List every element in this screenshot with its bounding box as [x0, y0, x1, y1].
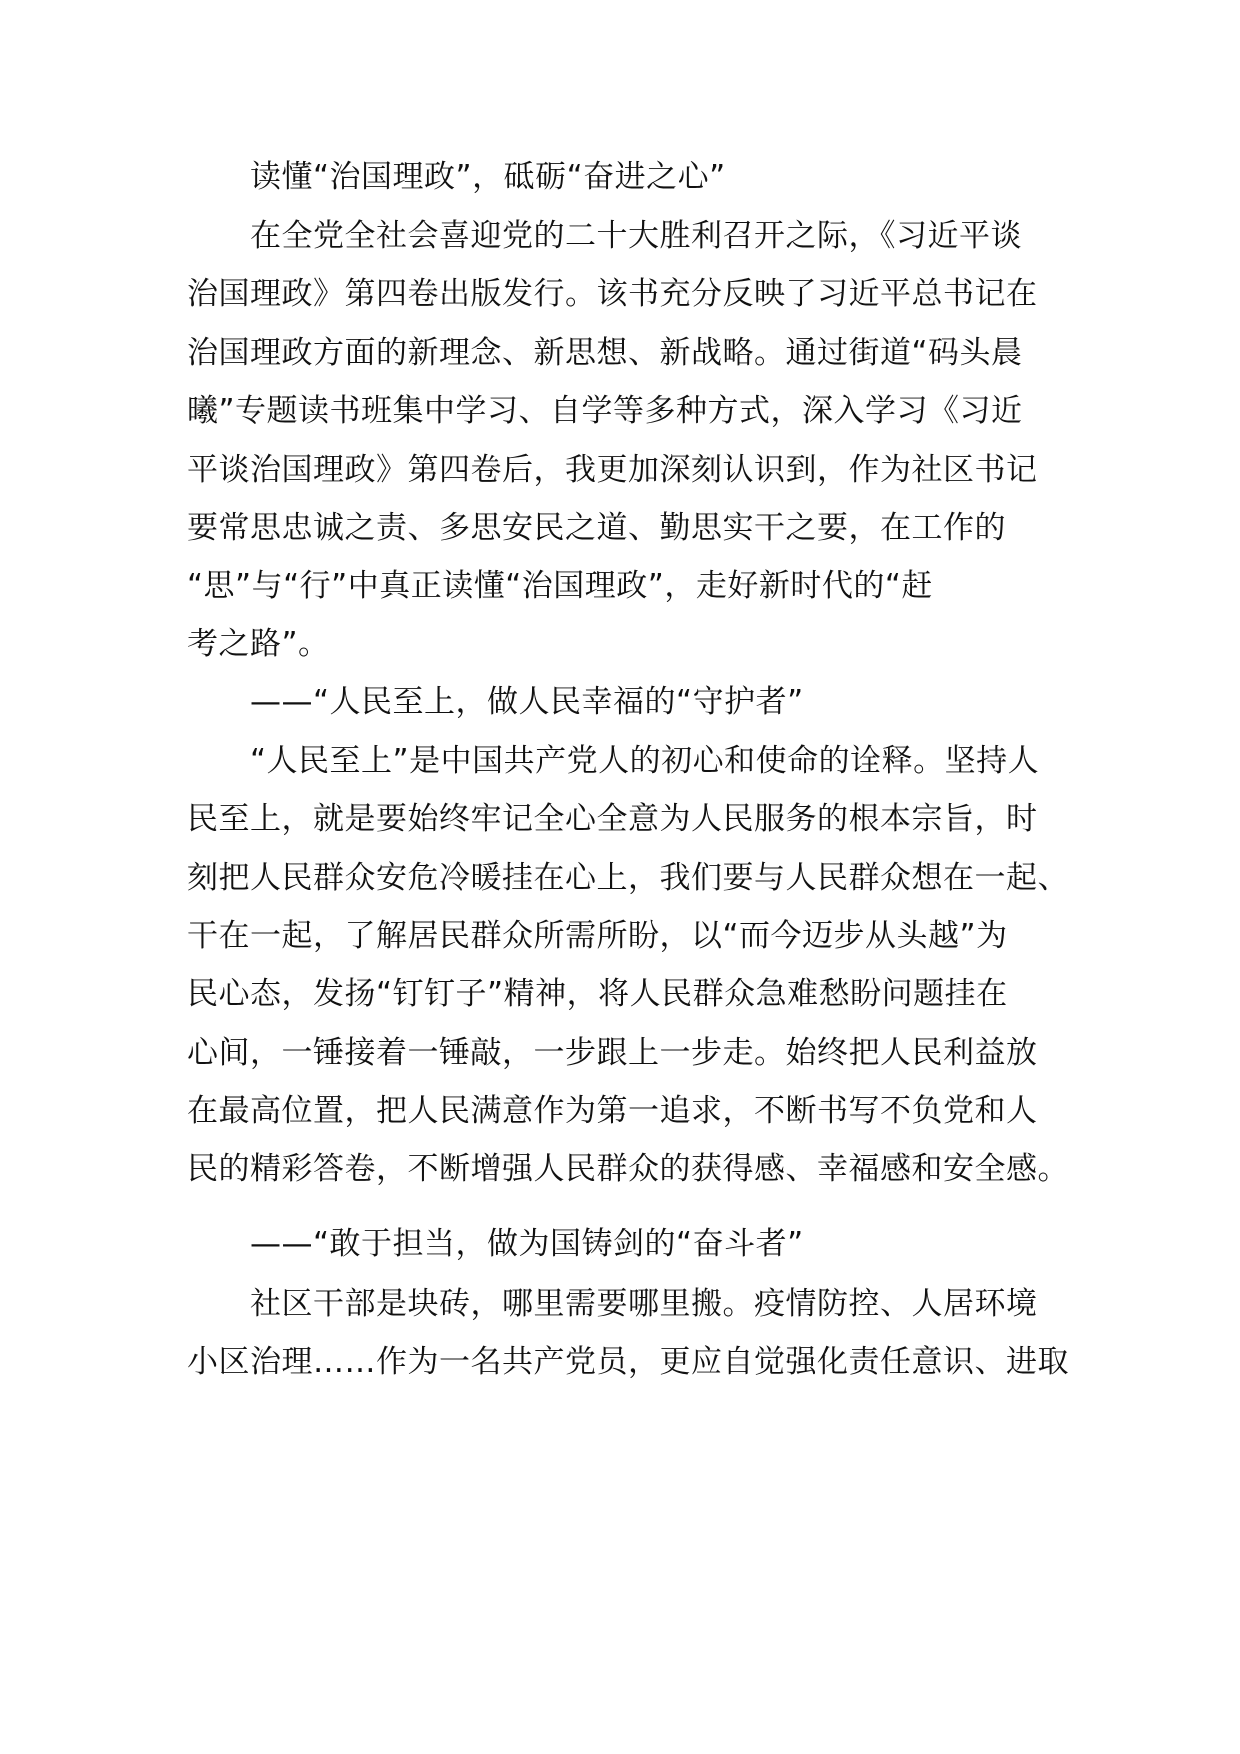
section-heading: ——“人民至上，做人民幸福的“守护者”	[250, 684, 804, 720]
paragraph-line: 社区干部是块砖，哪里需要哪里搬。疫情防控、人居环境	[250, 1286, 1038, 1322]
section-heading: ——“敢于担当，做为国铸剑的“奋斗者”	[250, 1226, 804, 1262]
paragraph-line: 平谈治国理政》第四卷后，我更加深刻认识到，作为社区书记	[187, 452, 1038, 488]
paragraph-line: 民心态，发扬“钉钉子”精神，将人民群众急难愁盼问题挂在	[187, 976, 1008, 1012]
paragraph-line: 治国理政方面的新理念、新思想、新战略。通过街道“码头晨	[187, 335, 1023, 371]
paragraph-line: 在最高位置，把人民满意作为第一追求，不断书写不负党和人	[187, 1093, 1038, 1129]
paragraph-line: 干在一起，了解居民群众所需所盼，以“而今迈步从头越”为	[187, 918, 1008, 954]
paragraph-line: 民的精彩答卷，不断增强人民群众的获得感、幸福感和安全感。	[187, 1151, 1069, 1187]
paragraph-line: 曦”专题读书班集中学习、自学等多种方式，深入学习《习近	[187, 393, 1023, 429]
paragraph-line: 心间，一锤接着一锤敲，一步跟上一步走。始终把人民利益放	[187, 1035, 1038, 1071]
paragraph-line: 民至上，就是要始终牢记全心全意为人民服务的根本宗旨，时	[187, 801, 1038, 837]
paragraph-line: 考之路”。	[187, 626, 330, 662]
paragraph-line: 在全党全社会喜迎党的二十大胜利召开之际，《习近平谈	[250, 218, 1022, 254]
paragraph-line: 要常思忠诚之责、多思安民之道、勤思实干之要，在工作的	[187, 510, 1006, 546]
paragraph-line: 小区治理……作为一名共产党员，更应自觉强化责任意识、进取	[187, 1344, 1069, 1380]
paragraph-line: 治国理政》第四卷出版发行。该书充分反映了习近平总书记在	[187, 276, 1038, 312]
paragraph-line: 刻把人民群众安危冷暖挂在心上，我们要与人民群众想在一起、	[187, 860, 1069, 896]
document-title: 读懂“治国理政”，砥砺“奋进之心”	[250, 159, 726, 195]
paragraph-line: “思”与“行”中真正读懂“治国理政”，走好新时代的“赶	[187, 568, 933, 604]
paragraph-line: “人民至上”是中国共产党人的初心和使命的诠释。坚持人	[250, 743, 1040, 779]
